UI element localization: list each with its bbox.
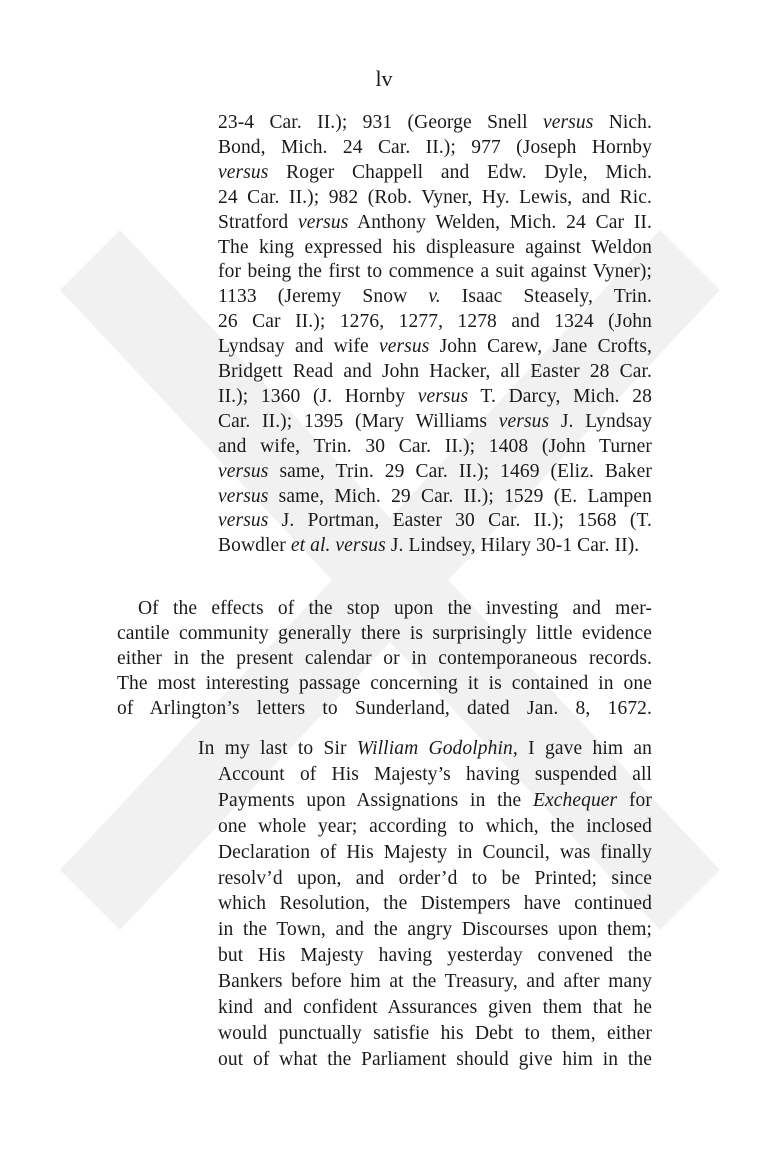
text-line <box>218 162 652 184</box>
text-line <box>218 112 652 134</box>
text-line <box>218 842 652 864</box>
text-line <box>117 698 652 720</box>
text-segment: one whole year; according to which, the inclosed <box>218 815 652 837</box>
text-segment: II.); 1360 (J. Hornby <box>218 385 418 407</box>
text-segment: 24 Car. II.); 982 (Rob. Vyner, Hy. Lewis, and Ric. <box>218 186 652 208</box>
text-segment: but His Majesty having yesterday convened the <box>218 945 652 967</box>
text-segment: The king expressed his displeasure against Weldon <box>218 236 652 258</box>
text-segment: Payments upon Assignations in the <box>218 789 533 811</box>
text-line <box>218 816 652 838</box>
text-segment: Of the effects of the stop upon the investing and mer- <box>138 598 652 619</box>
italic-text: versus <box>417 385 469 407</box>
text-segment: out of what the Parliament should give him in the <box>218 1048 652 1070</box>
italic-text: versus <box>542 112 594 133</box>
text-segment: Account of His Majesty’s having suspended all <box>218 763 652 785</box>
text-line <box>218 486 652 508</box>
italic-text: William Godolphin, <box>356 738 518 759</box>
text-line <box>218 336 652 358</box>
text-segment: and wife, Trin. 30 Car. II.); 1408 (John Turner <box>218 435 652 457</box>
text-segment: Bond, Mich. 24 Car. II.); 977 (Joseph Hornby <box>218 136 652 158</box>
text-line <box>218 1023 652 1045</box>
text-segment: either in the present calendar or in contemporaneous records. <box>117 648 652 669</box>
text-segment: cantile community generally there is surprisingly little evidence <box>117 623 652 644</box>
text-line <box>218 868 652 890</box>
text-segment: Roger Chappell and Edw. Dyle, Mich. <box>268 161 652 183</box>
text-segment: kind and confident Assurances given them that he <box>218 997 652 1018</box>
text-segment: Bowdler <box>218 535 291 557</box>
text-line <box>218 411 652 433</box>
italic-text: v. <box>428 286 441 308</box>
text-segment: Bankers before him at the Treasury, and after many <box>218 971 652 993</box>
text-segment: Nich. <box>593 112 652 133</box>
page-number: lv <box>375 66 393 91</box>
text-line <box>117 648 652 670</box>
text-line <box>218 919 652 941</box>
italic-text: versus <box>218 485 269 507</box>
text-line <box>218 790 652 812</box>
text-segment: of Arlington’s letters to Sunderland, dated Jan. 8, 1672. <box>117 698 652 719</box>
text-segment: J. Portman, Easter 30 Car. II.); 1568 (T. <box>268 510 652 532</box>
text-segment: Declaration of His Majesty in Council, was finally <box>218 841 652 863</box>
text-segment: 1133 (Jeremy Snow <box>218 286 429 308</box>
text-line <box>218 1049 652 1071</box>
text-line <box>117 623 652 645</box>
text-line <box>218 997 652 1019</box>
text-segment: John Carew, Jane Crofts, <box>429 336 652 358</box>
text-segment: J. Lyndsay <box>549 410 652 432</box>
text-line <box>218 971 652 993</box>
text-line <box>117 673 652 695</box>
text-segment: In my last to Sir <box>198 738 357 759</box>
text-segment: T. Darcy, Mich. 28 <box>468 385 652 407</box>
text-segment: Car. II.); 1395 (Mary Williams <box>218 410 499 432</box>
text-segment: resolv’d upon, and order’d to be Printed; since <box>218 867 652 889</box>
text-segment: I gave him an <box>517 738 652 759</box>
italic-text: versus <box>498 410 550 432</box>
text-segment: same, Trin. 29 Car. II.); 1469 (Eliz. Baker <box>268 460 652 482</box>
italic-text: versus <box>218 510 269 532</box>
text-segment: Anthony Welden, Mich. 24 Car II. <box>348 211 652 233</box>
text-line <box>218 945 652 967</box>
text-line <box>218 893 652 915</box>
text-line <box>218 137 652 159</box>
text-line <box>218 436 652 458</box>
text-line <box>218 261 652 283</box>
text-line <box>218 212 652 234</box>
text-segment: 23-4 Car. II.); 931 (George Snell <box>218 112 543 133</box>
text-segment: Isaac Steasely, Trin. <box>440 286 653 308</box>
text-line <box>218 237 652 259</box>
text-line <box>218 386 652 408</box>
text-segment: for being the first to commence a suit against Vyner); <box>218 261 652 283</box>
text-line <box>218 535 639 557</box>
text-line <box>218 187 652 209</box>
text-segment: Lyndsay and wife <box>218 336 379 358</box>
text-line <box>218 461 652 483</box>
text-line <box>138 598 652 620</box>
text-line <box>218 510 652 532</box>
text-line <box>218 286 652 308</box>
italic-text: versus <box>218 161 269 183</box>
text-line <box>218 311 652 333</box>
text-line <box>218 764 652 786</box>
text-line <box>218 361 652 383</box>
italic-text: et al. versus <box>290 535 386 557</box>
text-segment: The most interesting passage concerning it is contained in one <box>117 673 652 694</box>
text-line <box>198 738 652 760</box>
text-segment: J. Lindsey, Hilary 30-1 Car. II). <box>385 535 640 557</box>
text-segment: would punctually satisfie his Debt to them, either <box>218 1022 652 1044</box>
italic-text: Exchequer <box>532 789 618 811</box>
text-segment: 26 Car II.); 1276, 1277, 1278 and 1324 (John <box>218 311 652 333</box>
text-segment: Bridgett Read and John Hacker, all Easter 28 Car. <box>218 361 652 382</box>
text-segment: in the Town, and the angry Discourses upon them; <box>218 919 652 941</box>
text-segment: which Resolution, the Distempers have continued <box>218 893 652 915</box>
text-segment: Stratford <box>218 211 298 233</box>
italic-text: versus <box>378 336 430 358</box>
text-segment: same, Mich. 29 Car. II.); 1529 (E. Lampen <box>268 485 652 507</box>
text-segment: for <box>617 789 652 811</box>
italic-text: versus <box>297 211 349 233</box>
italic-text: versus <box>218 460 269 482</box>
